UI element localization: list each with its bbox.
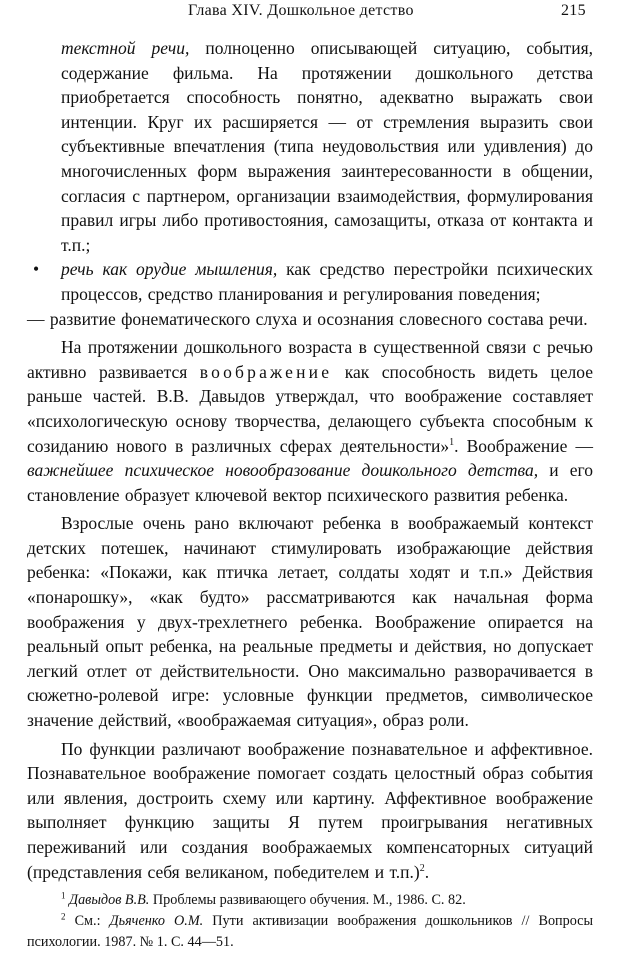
footnote-2 [27, 911, 593, 953]
body-text: как способность видеть целое раньше частей. В.В. Давыдов утверждал, что воображение составляет «психологическую основу творчества, делающего субъекта способным к созиданию нового в различных сферах деятельности» [27, 361, 594, 456]
paragraph-functions [27, 737, 593, 885]
list-continuation [27, 36, 593, 257]
footnote-ref-2: 2 [419, 862, 425, 874]
footnote-number: 1 [61, 890, 66, 901]
footnote-1 [27, 890, 593, 911]
page-number: 215 [561, 2, 586, 19]
paragraph-adults: Взрослые очень рано включают ребенка в воображаемый контекст детских потешек, начинают стимулировать изображающие действия ребенка: «Покажи, как птичка летает, солдаты ходят и т.п.» Действия «понарошку», «как будто» рассматриваются как начальная форма воображения у двух-трехлетнего ребенка. Воображение опирается на реальный опыт ребенка, на реальные предметы и действия, но допускает легкий отлет от действительности. Оно максимально разворачивается в сюжетно-ролевой игре: условные функции предметов, символическое значение действий, «воображаемая ситуация», образ роли. [27, 513, 593, 731]
italic-term: речь как орудие мышления, [61, 259, 278, 280]
dash-item: — развитие фонематического слуха и осознания словесного состава речи. [27, 308, 588, 329]
paragraph-imagination [27, 335, 593, 507]
footnote-author: Давыдов В.В. [69, 892, 150, 908]
body-text: полноценно описывающей ситуацию, события, содержание фильма. На протяжении дошкольного детства приобретается способность понятно, адекватно выражать свои интенции. Круг их расширяется — от стремления выразить свои субъективные впечатления (типа неудовольствия или удивления) до многочисленных форм выражения заинтересованности в общении, согласия с партнером, организации взаимодействия, формулирования правил игры либо противостояния, самозащиты, отказа от контакта и т.п.; [61, 38, 593, 255]
footnote-ref-1: 1 [449, 436, 455, 448]
running-header [0, 2, 620, 24]
body-text: и его становление образует ключевой вектор психического развития ребенка. [27, 460, 594, 505]
spaced-term: воображение [199, 361, 333, 382]
page-body [27, 36, 593, 884]
italic-term: текстной речи, [61, 38, 190, 58]
footnote-prefix: См.: [65, 913, 110, 929]
footnote-text: Проблемы развивающего обучения. М., 1986. С. 82. [149, 892, 466, 908]
footnotes [27, 890, 593, 953]
chapter-title: Глава XIV. Дошкольное детство [188, 2, 414, 19]
body-text: По функции различают воображение познавательное и аффективное. Познавательное воображение помогает создать целостный образ события или явления, достроить схему или картину. Аффективное воображение выполняет функцию защиты Я путем проигрывания негативных переживаний или создания воображаемых компенсаторных ситуаций (представления себя великаном, победителем и т.п.) [27, 738, 593, 882]
italic-term: важнейшее психическое новообразование дошкольного детства, [27, 460, 539, 481]
footnote-text: Пути активизации воображения дошкольников // Вопросы психологии. 1987. № 1. С. 44—51. [27, 913, 593, 950]
body-text: . [424, 861, 430, 882]
body-text: как средство перестройки психических процессов, средство планирования и регулирования поведения; [61, 259, 593, 304]
bullet-mark: • [33, 259, 40, 280]
footnote-number: 2 [61, 911, 66, 922]
bullet-item [27, 257, 593, 306]
body-text: . Воображение — [454, 435, 593, 456]
footnote-author: Дьяченко О.М. [109, 913, 204, 929]
body-text: На протяжении дошкольного возраста в существенной связи с речью активно развивается [27, 337, 593, 382]
